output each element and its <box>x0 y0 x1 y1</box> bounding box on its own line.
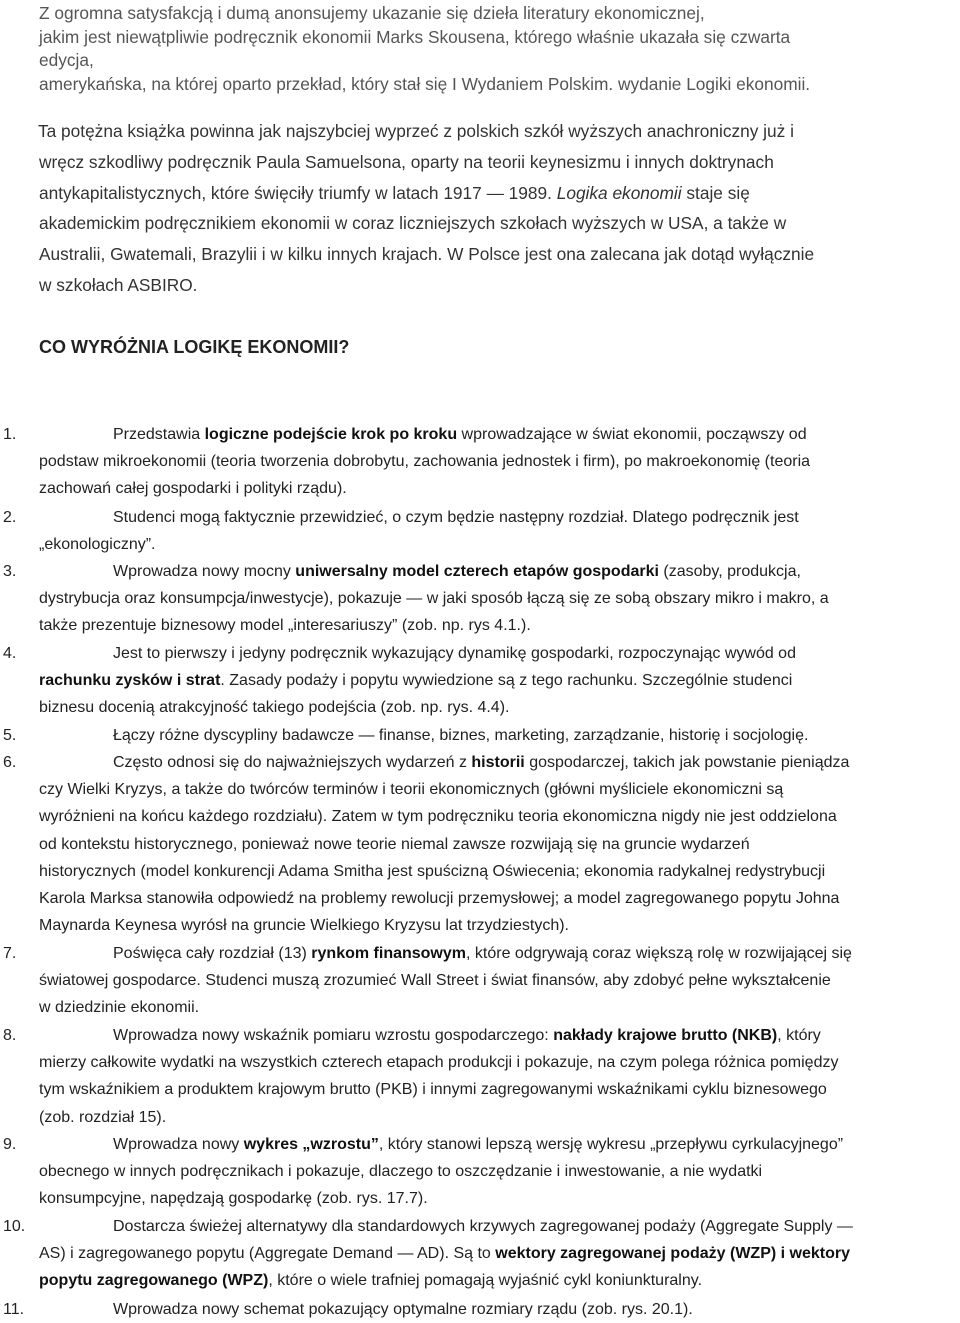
bold-text: wektory zagregowanej podaży (WZP) i wektory <box>495 1245 850 1263</box>
text-segment: konsumpcyjne, napędzają gospodarkę (zob. rys. 17.7). <box>39 1190 428 1208</box>
list-item-number: 2. <box>3 509 17 526</box>
list-item-line <box>0 1185 960 1212</box>
text-segment: (zob. rozdział 15). <box>39 1108 167 1126</box>
list-item <box>0 1296 960 1323</box>
list-item-line <box>0 448 960 475</box>
list-item-line <box>0 1213 960 1240</box>
intro-line: jakim jest niewątpliwie podręcznik ekonomii Marks Skousena, którego właśnie ukazała się czwarta <box>39 26 791 47</box>
list-item-line <box>0 1267 960 1294</box>
intro-paragraph <box>39 2 954 96</box>
text-segment: także prezentuje biznesowy model „interesariuszy” (zob. np. rys 4.1.). <box>39 617 531 635</box>
bold-text: popytu zagregowanego (WPZ) <box>39 1272 269 1290</box>
bold-text: logiczne podejście krok po kroku <box>204 426 458 443</box>
list-item-line <box>0 531 960 558</box>
paragraph-line-tail: staje się <box>681 182 750 203</box>
paragraph-line: Ta potężna książka powinna jak najszybciej wyprzeć z polskich szkół wyższych anachroniczny już i <box>38 121 794 141</box>
list-item-line <box>0 1076 960 1103</box>
intro-line: Z ogromna satysfakcją i dumą anonsujemy ukazanie się dzieła literatury ekonomicznej, <box>39 3 705 23</box>
text-segment: Jest to pierwszy i jedyny podręcznik wykazujący dynamikę gospodarki, rozpoczynając wywód od <box>113 645 796 662</box>
bold-text: nakłady krajowe brutto (NKB) <box>553 1027 778 1044</box>
bold-text: wykres „wzrostu” <box>243 1136 379 1153</box>
text-segment: tym wskaźnikiem a produktem krajowym brutto (PKB) i innymi zagregowanymi wskaźnikami cyklu biznesowego <box>39 1081 827 1099</box>
list-item <box>0 1213 960 1295</box>
text-segment: Wprowadza nowy schemat pokazujący optymalne rozmiary rządu (zob. rys. 20.1). <box>113 1301 693 1318</box>
list-item <box>0 940 960 1022</box>
text-segment: Wprowadza nowy wskaźnik pomiaru wzrostu gospodarczego: <box>113 1027 554 1044</box>
list-item-number: 9. <box>3 1136 17 1153</box>
bold-text: rachunku zysków i strat <box>39 672 221 690</box>
list-item <box>0 421 960 503</box>
list-item <box>0 1131 960 1213</box>
text-segment: wprowadzające w świat ekonomii, począwszy od <box>457 426 807 443</box>
list-item-number: 8. <box>3 1027 17 1044</box>
main-paragraph <box>39 116 954 301</box>
text-segment: , które o wiele trafniej pomagają wyjaśnić cykl koniunkturalny. <box>268 1272 703 1290</box>
text-segment: „ekonologiczny”. <box>39 536 156 554</box>
list-item-line <box>0 421 960 448</box>
list-item-number: 10. <box>3 1218 26 1235</box>
text-segment: Wprowadza nowy mocny <box>113 563 296 580</box>
list-item-number: 7. <box>3 945 17 962</box>
list-item-line <box>0 994 960 1021</box>
text-segment: gospodarczej, takich jak powstanie pieniądza <box>524 754 850 771</box>
text-segment: wyróżnieni na końcu każdego rozdziału). Zatem w tym podręczniku teoria ekonomiczna nigdy nie jest oddzielona <box>39 808 837 826</box>
list-item <box>0 749 960 939</box>
text-segment: mierzy całkowite wydatki na wszystkich czterech etapach produkcji i pokazuje, na czym polega różnica pomiędzy <box>39 1054 839 1072</box>
text-segment: Dostarcza świeżej alternatywy dla standardowych krzywych zagregowanej podaży (Aggregate Supply — <box>113 1218 853 1235</box>
text-segment: , który <box>777 1027 821 1044</box>
text-segment: (zasoby, produkcja, <box>658 563 801 580</box>
list-item <box>0 558 960 640</box>
list-item-line <box>0 1240 960 1267</box>
text-segment: , które odgrywają coraz większą rolę w rozwijającej się <box>466 945 852 962</box>
text-segment: . Zasady podaży i popytu wywiedzione są z tego rachunku. Szczególnie studenci <box>220 672 793 690</box>
book-title-italic: Logika ekonomii <box>556 182 682 203</box>
bold-text: rynkom finansowym <box>311 945 466 962</box>
list-item-line <box>0 722 960 749</box>
paragraph-line-text: antykapitalistycznych, które święciły triumfy w latach 1917 — 1989. <box>39 182 552 203</box>
bold-text: uniwersalny model czterech etapów gospodarki <box>295 563 659 580</box>
text-segment: , który stanowi lepszą wersję wykresu „przepływu cyrkulacyjnego” <box>378 1136 844 1153</box>
list-item-line <box>0 749 960 776</box>
list-item-line <box>0 612 960 639</box>
paragraph-line: wręcz szkodliwy podręcznik Paula Samuelsona, oparty na teorii keynesizmu i innych doktrynach <box>39 151 774 172</box>
text-segment: historycznych (model konkurencji Adama Smitha jest spuścizną Oświecenia; ekonomia radykalnej redystrybucji <box>39 862 826 880</box>
list-item-line <box>0 858 960 885</box>
text-segment: czy Wielki Kryzys, a także do twórców terminów i teorii ekonomicznych (główni myśliciele ekonomiczni są <box>39 781 784 799</box>
list-item-line <box>0 885 960 912</box>
list-item-line <box>0 1049 960 1076</box>
list-item-line <box>0 912 960 939</box>
list-item-line <box>0 694 960 721</box>
list-item-number: 6. <box>3 754 17 771</box>
list-item-line <box>0 1296 960 1323</box>
list-item-number: 4. <box>3 645 17 662</box>
section-heading: CO WYRÓŻNIA LOGIKĘ EKONOMII? <box>39 337 350 357</box>
list-item-number: 5. <box>3 727 17 744</box>
intro-line: edycja, <box>39 50 94 70</box>
text-segment: podstaw mikroekonomii (teoria tworzenia dobrobytu, zachowania jednostek i firm), po makroekonomię (teoria <box>39 453 811 471</box>
list-item <box>0 504 960 558</box>
paragraph-line: w szkołach ASBIRO. <box>39 274 198 295</box>
list-item <box>0 640 960 722</box>
text-segment: zachowań całej gospodarki i polityki rządu). <box>39 480 347 498</box>
list-item-number: 1. <box>3 426 17 443</box>
list-item-line <box>0 803 960 830</box>
text-segment: w dziedzinie ekonomii. <box>39 999 200 1017</box>
list-item-line <box>0 776 960 803</box>
text-segment: Maynarda Keynesa wyrósł na gruncie Wielkiego Kryzysu lat trzydziestych). <box>39 917 569 935</box>
intro-line: amerykańska, na której oparto przekład, który stał się I Wydaniem Polskim. wydanie Logiki ekonomii. <box>39 73 811 94</box>
text-segment: AS) i zagregowanego popytu (Aggregate Demand — AD). Są to <box>39 1245 496 1263</box>
text-segment: Studenci mogą faktycznie przewidzieć, o czym będzie następny rozdział. Dlatego podręcznik jest <box>113 509 799 526</box>
list-item <box>0 1022 960 1131</box>
list-item-line <box>0 667 960 694</box>
text-segment: od kontekstu historycznego, ponieważ nowe teorie niemal zawsze rozwijają się na gruncie wydarzeń <box>39 835 750 853</box>
paragraph-line: akademickim podręcznikiem ekonomii w coraz liczniejszych szkołach wyższych w USA, a także w <box>39 213 787 234</box>
list-item-line <box>0 585 960 612</box>
list-item-line <box>0 1158 960 1185</box>
list-item-line <box>0 504 960 531</box>
list-item <box>0 722 960 749</box>
text-segment: Łączy różne dyscypliny badawcze — finanse, biznes, marketing, zarządzanie, historię i socjologię. <box>113 727 809 744</box>
list-item-line <box>0 1104 960 1131</box>
text-segment: Poświęca cały rozdział (13) <box>113 945 312 962</box>
text-segment: Wprowadza nowy <box>113 1136 244 1153</box>
list-item-number: 3. <box>3 563 17 580</box>
list-item-number: 11. <box>3 1301 25 1318</box>
list-item-line <box>0 967 960 994</box>
list-item-line <box>0 1022 960 1049</box>
bold-text: historii <box>471 754 525 771</box>
text-segment: biznesu docenią atrakcyjność takiego podejścia (zob. np. rys. 4.4). <box>39 699 510 717</box>
text-segment: światowej gospodarce. Studenci muszą zrozumieć Wall Street i świat finansów, aby zdobyć pełne wykształcenie <box>39 972 831 990</box>
list-item-line <box>0 831 960 858</box>
paragraph-line-3 <box>39 178 954 209</box>
list-item-line <box>0 940 960 967</box>
text-segment: obecnego w innych podręcznikach i pokazuje, dlaczego to oszczędzanie i inwestowanie, a nie wydatki <box>39 1163 763 1181</box>
list-item-line <box>0 1131 960 1158</box>
text-segment: Często odnosi się do najważniejszych wydarzeń z <box>113 754 472 771</box>
text-segment: dystrybucja oraz konsumpcja/inwestycje), pokazuje — w jaki sposób łączą się ze sobą obszary mikro i makro, a <box>39 590 829 608</box>
list-item-line <box>0 640 960 667</box>
paragraph-line: Australii, Gwatemali, Brazylii i w kilku innych krajach. W Polsce jest ona zalecana jak dotąd wyłącznie <box>39 244 815 265</box>
text-segment: Przedstawia <box>113 426 205 443</box>
list-item-line <box>0 475 960 502</box>
text-segment: Karola Marksa stanowiła odpowiedź na problemy rewolucji przemysłowej; a model zagregowanego popytu Johna <box>39 890 840 908</box>
list-item-line <box>0 558 960 585</box>
